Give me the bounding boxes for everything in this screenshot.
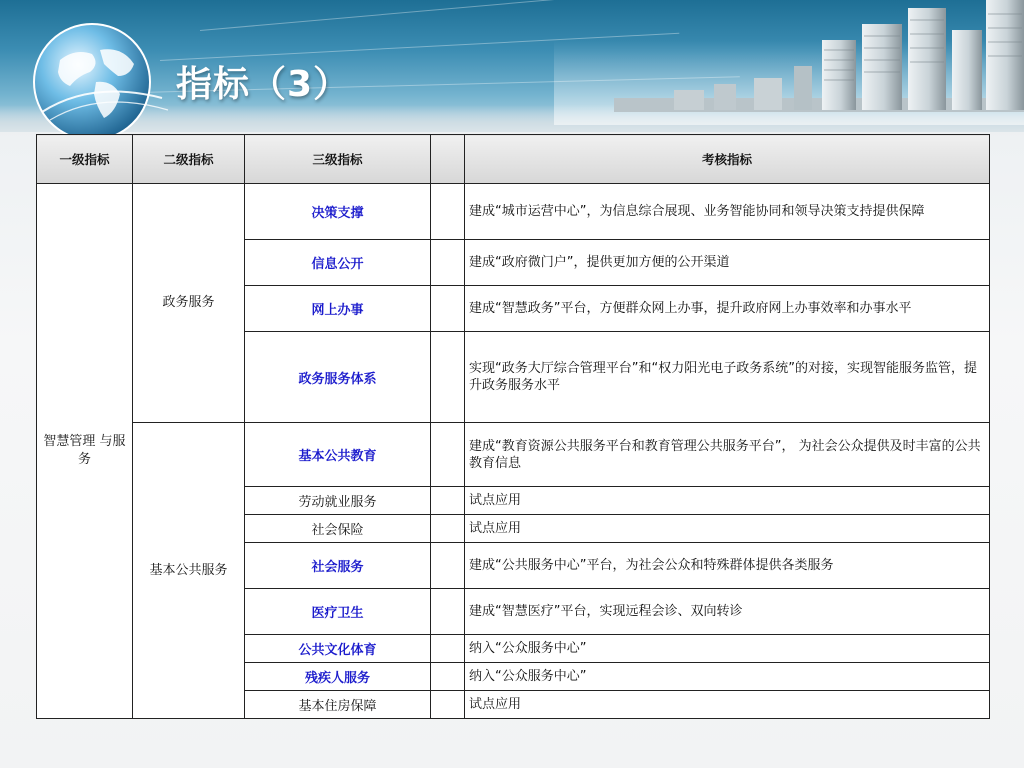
level3-cell: 网上办事 bbox=[245, 286, 431, 332]
table-row bbox=[37, 184, 990, 240]
assessment-cell: 建成“教育资源公共服务平台和教育管理公共服务平台”， 为社会公众提供及时丰富的公共教育信息 bbox=[465, 423, 990, 487]
table-header-row bbox=[37, 135, 990, 184]
blank-cell bbox=[431, 423, 465, 487]
table-row bbox=[37, 423, 990, 487]
assessment-cell: 实现“政务大厅综合管理平台”和“权力阳光电子政务系统”的对接，实现智能服务监管，提升政务服务水平 bbox=[465, 332, 990, 423]
blank-cell bbox=[431, 286, 465, 332]
level3-cell: 医疗卫生 bbox=[245, 589, 431, 635]
assessment-cell: 试点应用 bbox=[465, 691, 990, 719]
assessment-cell: 建成“公共服务中心”平台，为社会公众和特殊群体提供各类服务 bbox=[465, 543, 990, 589]
blank-cell bbox=[431, 543, 465, 589]
blank-cell bbox=[431, 184, 465, 240]
header-blank bbox=[431, 135, 465, 184]
level3-cell: 公共文化体育 bbox=[245, 635, 431, 663]
header-assessment: 考核指标 bbox=[465, 135, 990, 184]
assessment-cell: 试点应用 bbox=[465, 515, 990, 543]
level1-cell: 智慧管理 与服务 bbox=[37, 184, 133, 719]
blank-cell bbox=[431, 240, 465, 286]
blank-cell bbox=[431, 635, 465, 663]
level3-cell: 基本住房保障 bbox=[245, 691, 431, 719]
blank-cell bbox=[431, 487, 465, 515]
assessment-cell: 建成“智慧政务”平台，方便群众网上办事，提升政府网上办事效率和办事水平 bbox=[465, 286, 990, 332]
header-level2: 二级指标 bbox=[133, 135, 245, 184]
assessment-cell: 建成“城市运营中心”，为信息综合展现、业务智能协同和领导决策支持提供保障 bbox=[465, 184, 990, 240]
assessment-cell: 建成“政府微门户”，提供更加方便的公开渠道 bbox=[465, 240, 990, 286]
assessment-cell: 建成“智慧医疗”平台，实现远程会诊、双向转诊 bbox=[465, 589, 990, 635]
header-level3: 三级指标 bbox=[245, 135, 431, 184]
light-streak bbox=[200, 0, 579, 31]
blank-cell bbox=[431, 589, 465, 635]
blank-cell bbox=[431, 663, 465, 691]
assessment-cell: 试点应用 bbox=[465, 487, 990, 515]
header-level1: 一级指标 bbox=[37, 135, 133, 184]
level2-cell: 政务服务 bbox=[133, 184, 245, 423]
assessment-cell: 纳入“公众服务中心” bbox=[465, 635, 990, 663]
page-title: 指标（3） bbox=[176, 64, 351, 105]
level2-cell: 基本公共服务 bbox=[133, 423, 245, 719]
level3-cell: 社会保险 bbox=[245, 515, 431, 543]
level3-cell: 残疾人服务 bbox=[245, 663, 431, 691]
assessment-cell: 纳入“公众服务中心” bbox=[465, 663, 990, 691]
city-skyline-image bbox=[554, 0, 1024, 125]
level3-cell: 社会服务 bbox=[245, 543, 431, 589]
level3-cell: 基本公共教育 bbox=[245, 423, 431, 487]
level3-cell: 劳动就业服务 bbox=[245, 487, 431, 515]
level3-cell: 政务服务体系 bbox=[245, 332, 431, 423]
indicator-table bbox=[36, 134, 990, 719]
blank-cell bbox=[431, 691, 465, 719]
blank-cell bbox=[431, 515, 465, 543]
level3-cell: 信息公开 bbox=[245, 240, 431, 286]
level3-cell: 决策支撑 bbox=[245, 184, 431, 240]
blank-cell bbox=[431, 332, 465, 423]
